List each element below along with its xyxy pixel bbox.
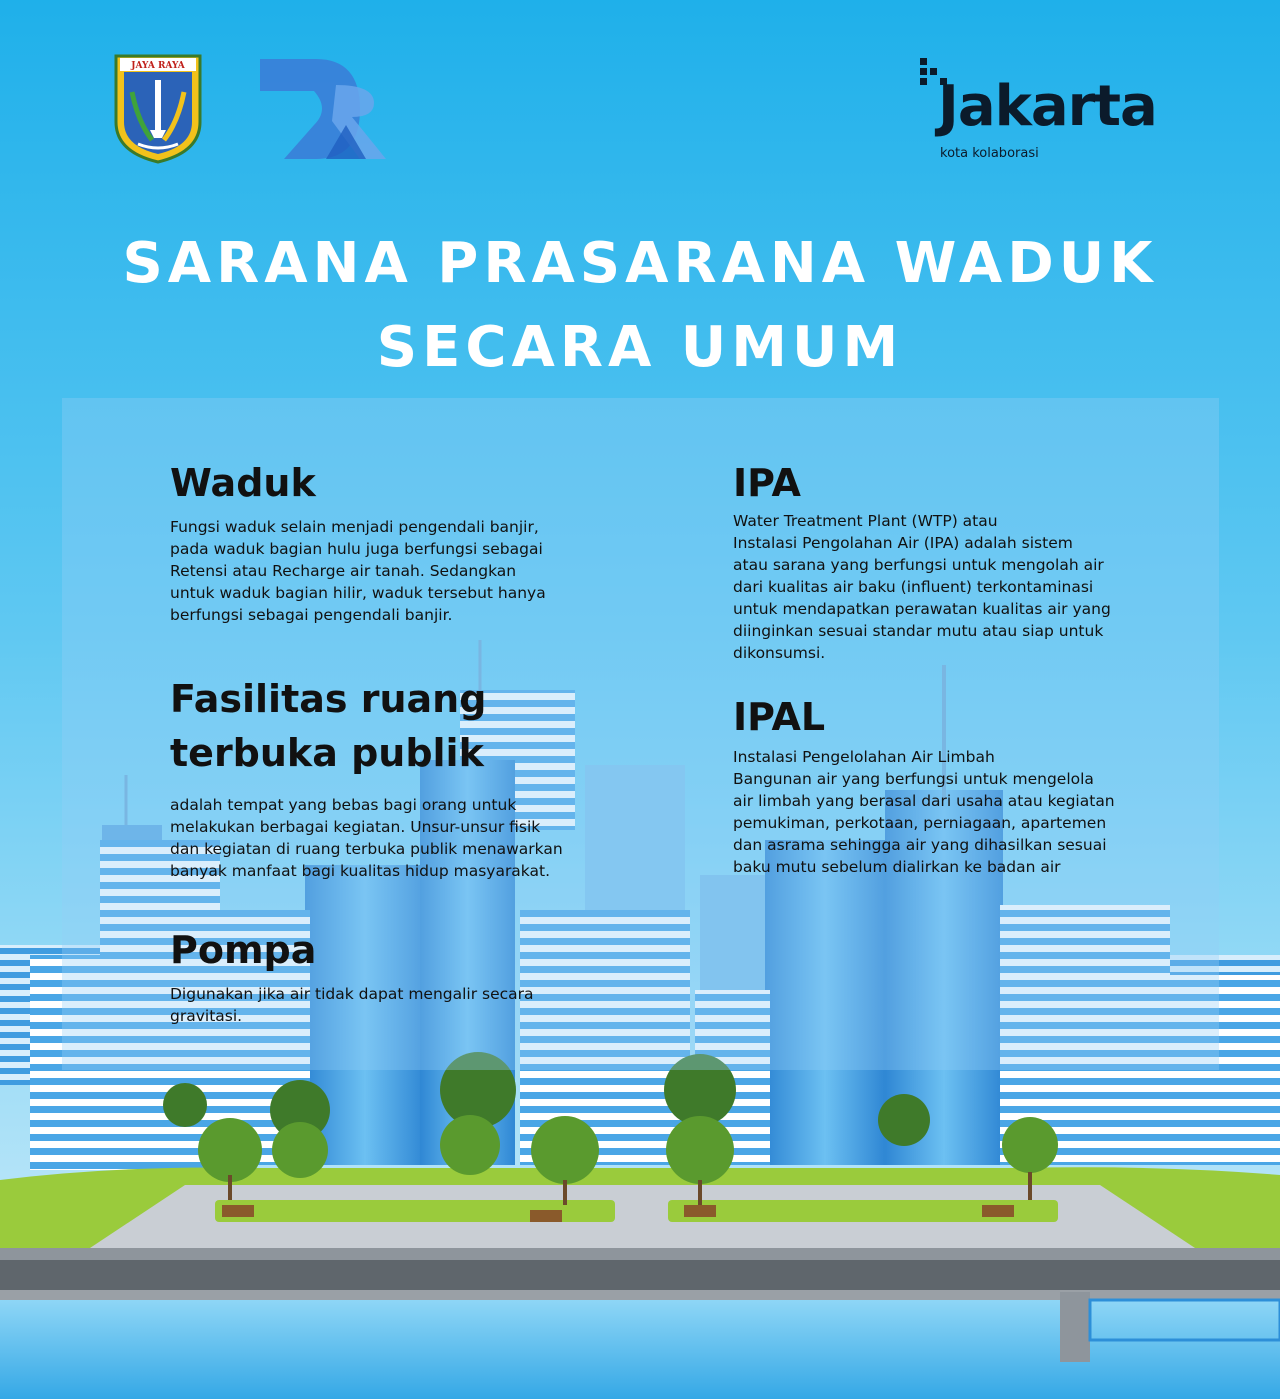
fasilitas-heading-line: Fasilitas ruang — [170, 677, 487, 721]
waduk-line: Fungsi waduk selain menjadi pengendali banjir, — [170, 518, 539, 536]
ipa-heading: IPA — [733, 461, 801, 505]
ipa-line: atau sarana yang berfungsi untuk mengolah air — [733, 556, 1104, 574]
jakarta-tagline: kota kolaborasi — [940, 146, 1039, 161]
jakarta-kota-kolaborasi-logo — [918, 58, 1178, 170]
fasilitas-line: banyak manfaat bagi kualitas hidup masyarakat. — [170, 862, 551, 880]
ipal-text — [733, 746, 1203, 878]
section-ipal — [733, 692, 1203, 878]
waduk-line: pada waduk bagian hulu juga berfungsi sebagai — [170, 540, 543, 558]
ipal-heading: IPAL — [733, 695, 826, 739]
ipa-line: diinginkan sesuai standar mutu atau siap untuk — [733, 622, 1104, 640]
waduk-line: berfungsi sebagai pengendali banjir. — [170, 606, 453, 624]
ipal-line: Instalasi Pengelolahan Air Limbah — [733, 748, 995, 766]
fasilitas-line: melakukan berbagai kegiatan. Unsur-unsur fisik — [170, 818, 541, 836]
pompa-line: Digunakan jika air tidak dapat mengalir secara — [170, 985, 534, 1003]
dsda-logo — [256, 55, 392, 163]
pompa-line: gravitasi. — [170, 1007, 243, 1025]
ipa-line: dikonsumsi. — [733, 644, 826, 662]
fasilitas-line: dan kegiatan di ruang terbuka publik menawarkan — [170, 840, 563, 858]
pompa-text — [170, 983, 640, 1027]
section-ipa — [733, 458, 1203, 664]
waduk-heading: Waduk — [170, 461, 316, 505]
section-pompa — [170, 925, 640, 1027]
dki-jakarta-crest-logo — [112, 52, 204, 164]
jakarta-wordmark: Jakarta — [938, 74, 1157, 139]
ipal-line: baku mutu sebelum dialirkan ke badan air — [733, 858, 1061, 876]
title-line-1: SARANA PRASARANA WADUK — [122, 231, 1158, 296]
fasilitas-text — [170, 794, 650, 882]
ipa-line: dari kualitas air baku (influent) terkontaminasi — [733, 578, 1094, 596]
ipa-text — [733, 510, 1203, 664]
ipa-line: untuk mendapatkan perawatan kualitas air yang — [733, 600, 1111, 618]
waduk-line: untuk waduk bagian hilir, waduk tersebut hanya — [170, 584, 546, 602]
waduk-line: Retensi atau Recharge air tanah. Sedangkan — [170, 562, 517, 580]
fasilitas-line: adalah tempat yang bebas bagi orang untuk — [170, 796, 517, 814]
waduk-text — [170, 516, 640, 626]
section-fasilitas-ruang-terbuka-publik — [170, 672, 650, 882]
ipal-line: pemukiman, perkotaan, perniagaan, apartemen — [733, 814, 1107, 832]
fasilitas-heading — [170, 672, 650, 780]
ipal-line: Bangunan air yang berfungsi untuk mengelola — [733, 770, 1094, 788]
ipa-line: Instalasi Pengolahan Air (IPA) adalah sistem — [733, 534, 1073, 552]
ipa-line: Water Treatment Plant (WTP) atau — [733, 512, 998, 530]
pompa-heading: Pompa — [170, 928, 317, 972]
section-waduk — [170, 458, 640, 626]
fasilitas-heading-line: terbuka publik — [170, 731, 484, 775]
ipal-line: air limbah yang berasal dari usaha atau kegiatan — [733, 792, 1115, 810]
ipal-line: dan asrama sehingga air yang dihasilkan sesuai — [733, 836, 1107, 854]
title-line-2: SECARA UMUM — [376, 315, 904, 380]
crest-text: JAYA RAYA — [131, 61, 185, 71]
page-title — [0, 222, 1280, 390]
